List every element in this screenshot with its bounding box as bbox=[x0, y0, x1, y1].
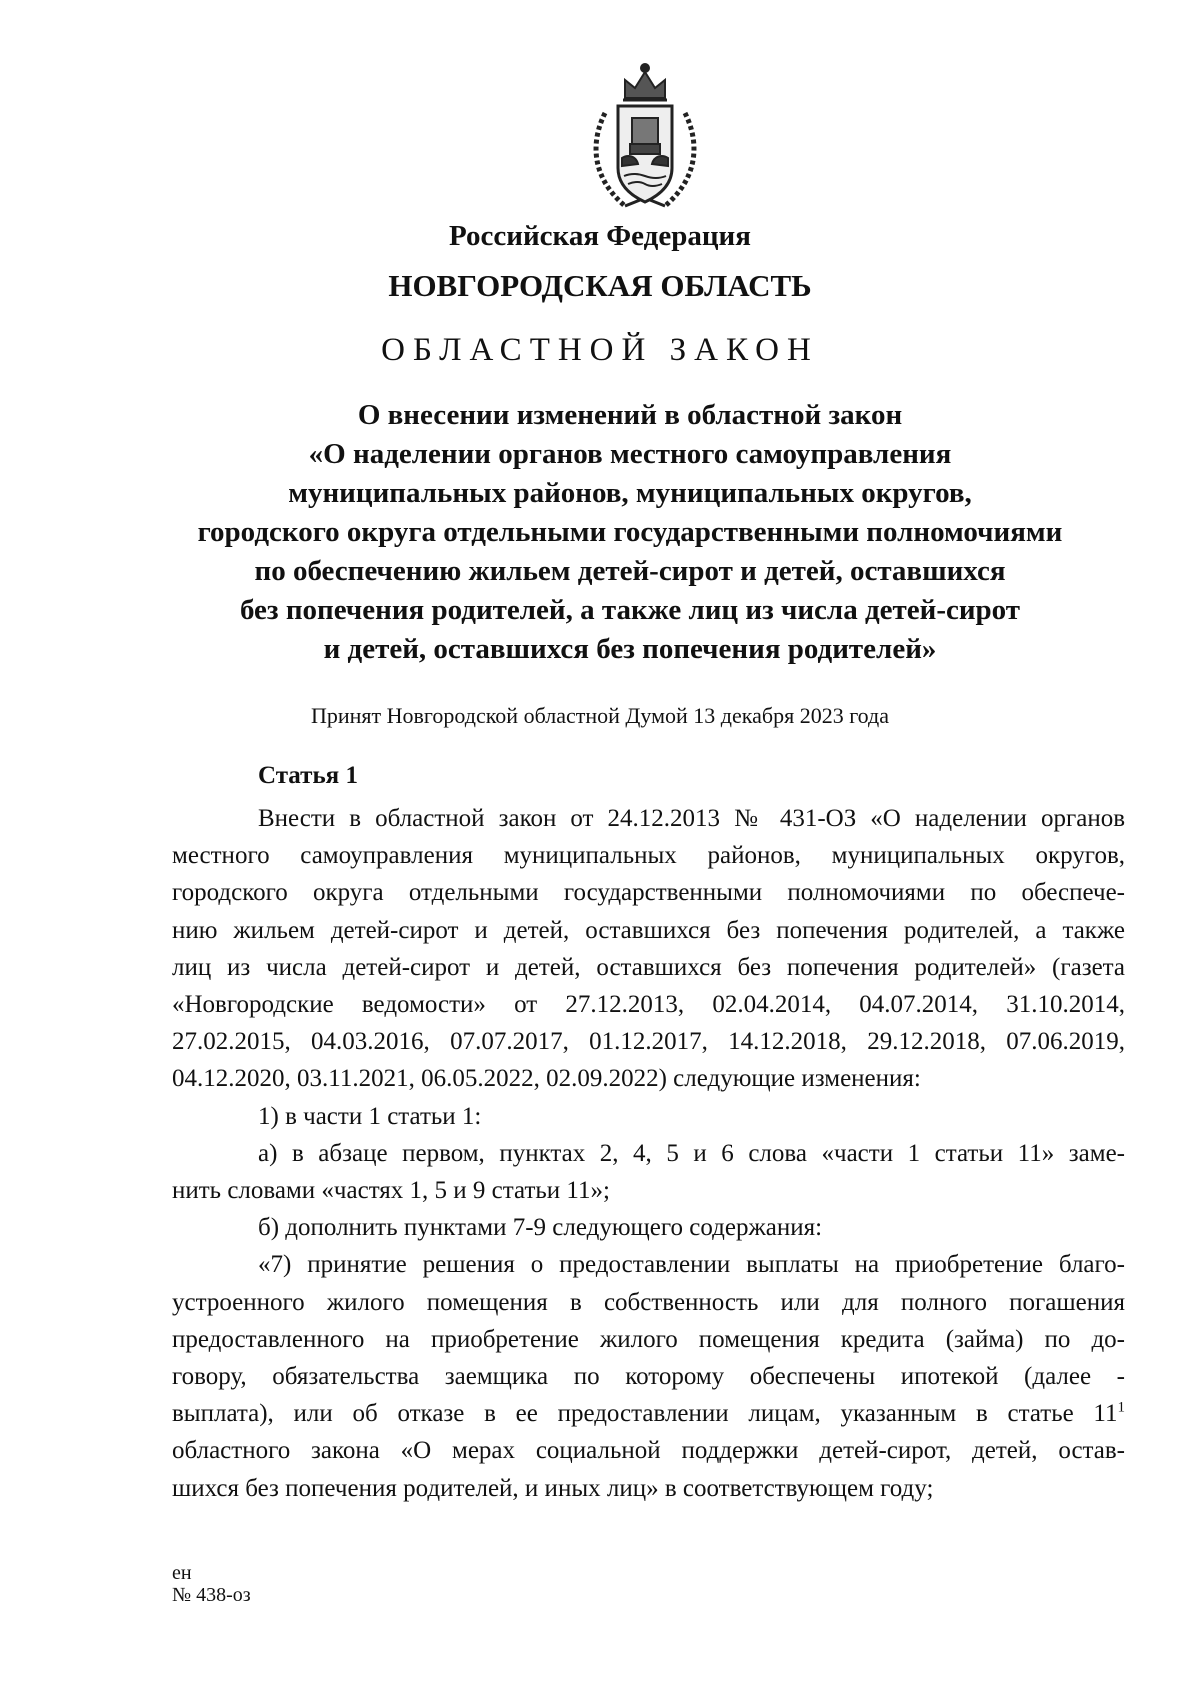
country-name: Российская Федерация bbox=[449, 220, 751, 252]
document-footer bbox=[172, 1562, 251, 1606]
region-name: НОВГОРОДСКАЯ ОБЛАСТЬ bbox=[388, 268, 812, 303]
title-line: без попечения родителей, а также лиц из числа детей-сирот bbox=[239, 594, 1021, 626]
text-line: областного закона «О мерах социальной поддержки детей-сирот, детей, остав- bbox=[172, 1437, 1125, 1465]
text-line: Внести в областной закон от 24.12.2013 № 431-ОЗ «О наделении органов bbox=[258, 805, 1125, 832]
text-fragment: выплата), или об отказе в ее предоставлении лицам, указанным в статье 11 bbox=[172, 1400, 1118, 1428]
text-line: лиц из числа детей-сирот и детей, оставшихся без попечения родителей» (газета bbox=[172, 953, 1125, 981]
title-line: «О наделении органов местного самоуправления bbox=[308, 438, 952, 470]
text-line: а) в абзаце первом, пунктах 2, 4, 5 и 6 слова «части 1 статьи 11» заме- bbox=[258, 1139, 1125, 1167]
text-line: местного самоуправления муниципальных районов, муниципальных округов, bbox=[172, 842, 1125, 870]
title-line: О внесении изменений в областной закон bbox=[357, 399, 903, 431]
document-type: ОБЛАСТНОЙ ЗАКОН bbox=[381, 332, 819, 368]
text-line: городского округа отдельными государственными полномочиями по обеспече- bbox=[172, 879, 1125, 907]
title-line: по обеспечению жильем детей-сирот и детей, оставшихся bbox=[254, 555, 1006, 587]
text-line: 27.02.2015, 04.03.2016, 07.07.2017, 01.12.2017, 14.12.2018, 29.12.2018, 07.06.2019, bbox=[172, 1028, 1125, 1056]
text-line: б) дополнить пунктами 7-9 следующего содержания: bbox=[258, 1214, 823, 1242]
title-line: и детей, оставшихся без попечения родителей» bbox=[323, 633, 937, 665]
text-line bbox=[172, 1395, 1125, 1432]
text-line: «7) принятие решения о предоставлении выплаты на приобретение благо- bbox=[258, 1251, 1125, 1279]
article-body bbox=[172, 800, 1125, 1507]
text-line: 04.12.2020, 03.11.2021, 06.05.2022, 02.09.2022) следующие изменения: bbox=[172, 1065, 921, 1093]
text-line: нию жильем детей-сирот и детей, оставшихся без попечения родителей, а также bbox=[172, 916, 1125, 944]
superscript: 1 bbox=[1117, 1399, 1125, 1416]
footer-initials: ен bbox=[172, 1562, 192, 1584]
coat-of-arms-icon bbox=[580, 58, 710, 218]
title-line: муниципальных районов, муниципальных округов, bbox=[288, 477, 972, 509]
text-line: шихся без попечения родителей, и иных лиц» в соответствующем году; bbox=[172, 1474, 934, 1502]
text-line: 1) в части 1 статьи 1: bbox=[258, 1102, 482, 1130]
adoption-note: Принят Новгородской областной Думой 13 декабря 2023 года bbox=[310, 703, 889, 728]
law-title bbox=[150, 396, 1110, 669]
footer-number: № 438-оз bbox=[172, 1584, 251, 1606]
title-line: городского округа отдельными государственными полномочиями bbox=[197, 516, 1063, 548]
article-heading: Статья 1 bbox=[258, 762, 358, 789]
text-line: предоставленного на приобретение жилого помещения кредита (займа) по до- bbox=[172, 1325, 1125, 1353]
text-line: говору, обязательства заемщика по которому обеспечены ипотекой (далее - bbox=[172, 1363, 1125, 1391]
text-line: «Новгородские ведомости» от 27.12.2013, 02.04.2014, 04.07.2014, 31.10.2014, bbox=[172, 991, 1125, 1019]
text-line: нить словами «частях 1, 5 и 9 статьи 11»; bbox=[172, 1177, 610, 1205]
text-line: устроенного жилого помещения в собственность или для полного погашения bbox=[172, 1288, 1125, 1316]
